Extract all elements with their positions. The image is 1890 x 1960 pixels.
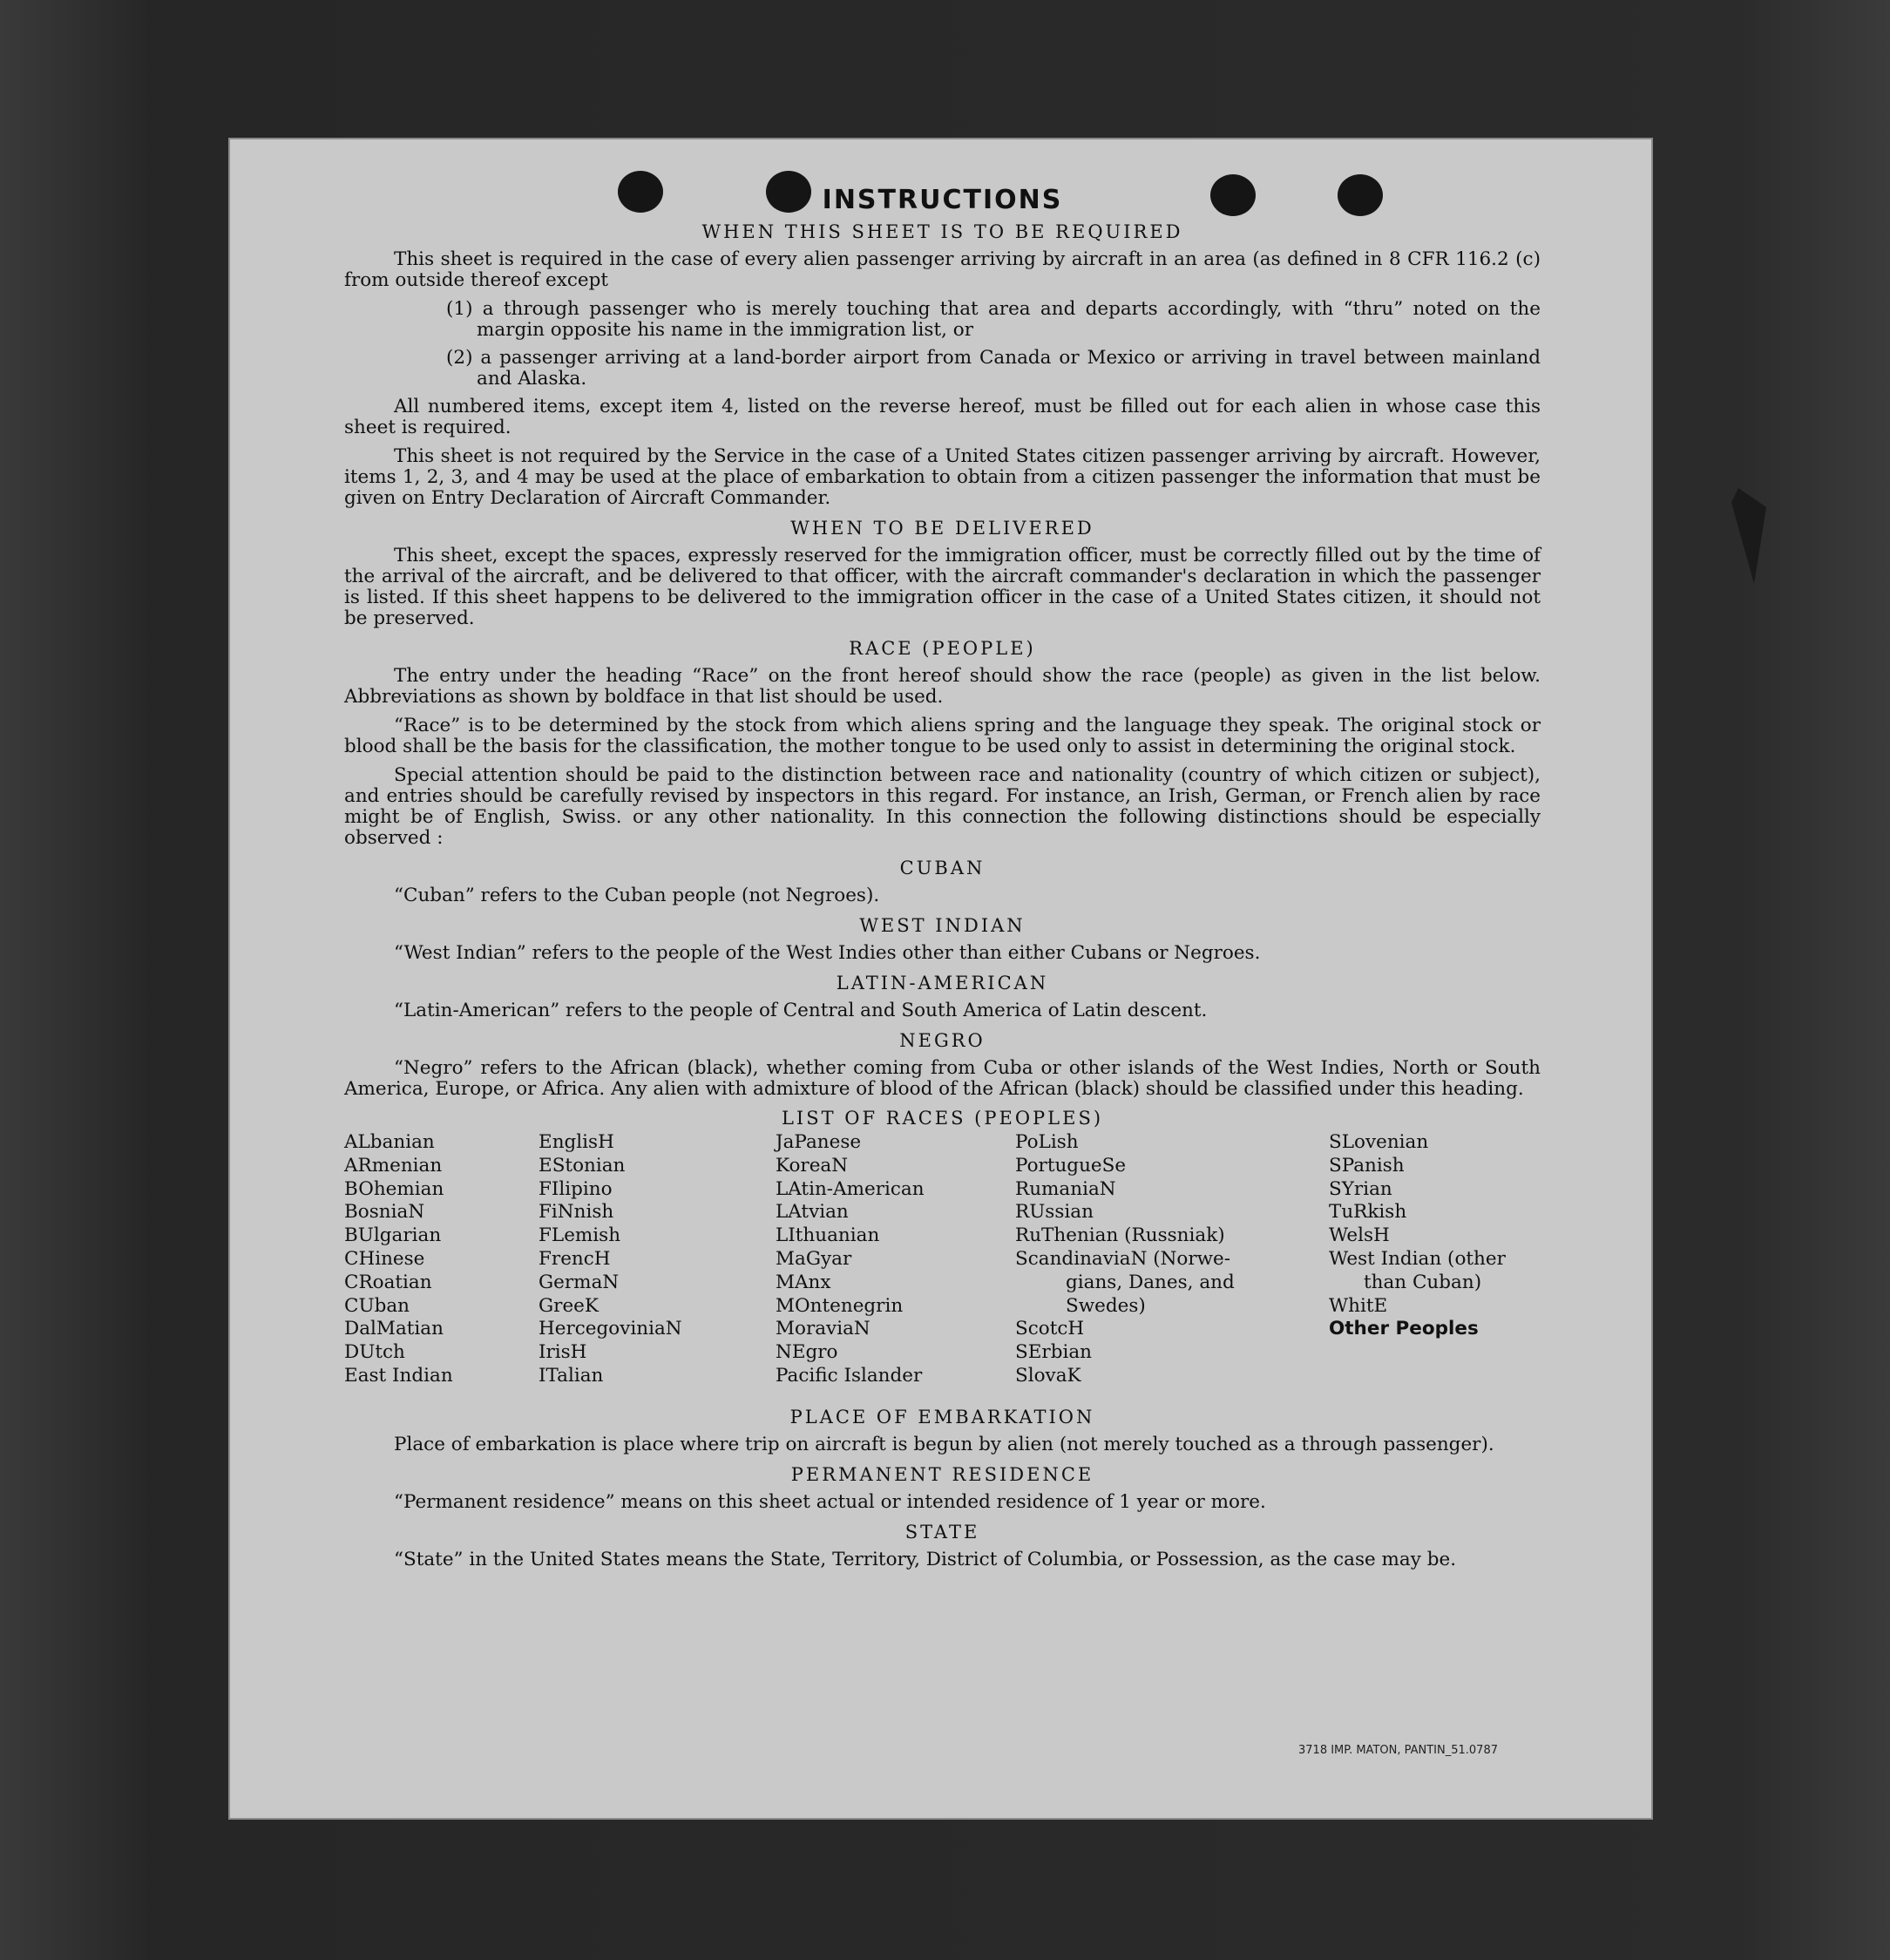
race-entry: MoraviaN [776, 1318, 870, 1340]
race-entry: FLemish [539, 1224, 621, 1247]
race-entry: EnglisH [539, 1131, 614, 1153]
race-entry: BOhemian [344, 1177, 444, 1200]
race-entry: LIthuanian [776, 1224, 880, 1247]
races-column-5 [1329, 1132, 1506, 1342]
race-entry: CHinese [344, 1247, 425, 1270]
race-entry: FrencH [539, 1247, 611, 1270]
race-entry: CRoatian [344, 1271, 432, 1293]
race-entry-continued: than Cuban) [1364, 1271, 1482, 1293]
race-entry: DalMatian [344, 1318, 444, 1340]
definition: “State” in the United States means the State, Territory, District of Columbia, or Possession, as the case may be. [394, 1549, 1457, 1570]
race-entry: RUssian [1015, 1201, 1094, 1224]
race-entry: SYrian [1329, 1177, 1392, 1200]
races-column-2 [539, 1132, 682, 1389]
race-entry: JaPanese [776, 1131, 862, 1153]
race-entry: West Indian (other [1329, 1247, 1506, 1270]
race-entry: ARmenian [344, 1154, 443, 1177]
race-entry: BUlgarian [344, 1224, 442, 1247]
race-entry: Pacific Islander [776, 1364, 923, 1387]
paragraph: This sheet is required in the case of every alien passenger arriving by aircraft in an area (as defined in 8 CFR 116.2 (c) from outside thereof except [344, 248, 1541, 291]
race-entry: EStonian [539, 1154, 626, 1177]
section-heading: CUBAN [899, 858, 986, 878]
section-heading: WEST INDIAN [859, 915, 1026, 936]
races-list-heading: LIST OF RACES (PEOPLES) [781, 1108, 1104, 1129]
race-entry: ALbanian [344, 1131, 435, 1153]
document-body [344, 185, 1541, 1578]
definition: “Negro” refers to the African (black), whether coming from Cuba or other islands of the West Indies, North or South America, Europe, or Africa. Any alien with admixture of blood of the African (black) should be classified under this heading. [344, 1057, 1541, 1100]
race-entry: GreeK [539, 1294, 599, 1317]
race-entry-continued: gians, Danes, and [1066, 1271, 1235, 1293]
race-entry: ScotcH [1015, 1318, 1085, 1340]
printer-imprint: 3718 IMP. MATON, PANTIN_51.0787 [1298, 1744, 1498, 1757]
paragraph: This sheet, except the spaces, expressly reserved for the immigration officer, must be correctly filled out by the time of the arrival of the aircraft, and be delivered to that officer, with the aircraft commander's declaration in which the passenger is listed. If this sheet happens to be delivered to the immigration officer in the case of a United States citizen, it should not be preserved. [344, 545, 1541, 629]
definition: “Latin-American” refers to the people of Central and South America of Latin descent. [394, 1000, 1208, 1021]
races-column-4 [1015, 1132, 1235, 1389]
race-entry: MOntenegrin [776, 1294, 904, 1317]
race-entry: LAtvian [776, 1201, 849, 1224]
race-entry: FiNnish [539, 1201, 614, 1224]
definition: “Permanent residence” means on this sheet actual or intended residence of 1 year or more. [394, 1491, 1266, 1513]
paragraph: “Race” is to be determined by the stock from which aliens spring and the language they speak. The original stock or blood shall be the basis for the classification, the mother tongue to be used only to assist in determining the original stock. [344, 715, 1541, 757]
section-heading: WHEN TO BE DELIVERED [790, 518, 1094, 539]
race-entry: RuThenian (Russniak) [1015, 1224, 1225, 1247]
paragraph: The entry under the heading “Race” on the front hereof should show the race (people) as given in the list below. Abbreviations as shown by boldface in that list should be used. [344, 665, 1541, 708]
definition: Place of embarkation is place where trip on aircraft is begun by alien (not merely touched as a through passenger). [394, 1434, 1494, 1455]
races-list [344, 1132, 1541, 1398]
race-entry: FIlipino [539, 1177, 613, 1200]
section-heading: RACE (PEOPLE) [849, 638, 1036, 659]
exception-item: (2) a passenger arriving at a land-border airport from Canada or Mexico or arriving in travel between mainland and Alaska. [446, 347, 1541, 390]
section-heading: NEGRO [899, 1030, 986, 1051]
race-entry-continued: Swedes) [1066, 1294, 1146, 1317]
race-entry: DUtch [344, 1341, 405, 1364]
paragraph: All numbered items, except item 4, listed on the reverse hereof, must be filled out for each alien in whose case this sheet is required. [344, 396, 1541, 438]
race-entry: SPanish [1329, 1154, 1405, 1177]
race-entry: ScandinaviaN (Norwe- [1015, 1247, 1231, 1270]
race-entry: SlovaK [1015, 1364, 1081, 1387]
race-entry: KoreaN [776, 1154, 849, 1177]
race-entry: BosniaN [344, 1201, 425, 1224]
race-entry: MaGyar [776, 1247, 852, 1270]
definition: “Cuban” refers to the Cuban people (not Negroes). [394, 885, 880, 906]
race-entry: PortugueSe [1015, 1154, 1127, 1177]
race-entry: RumaniaN [1015, 1177, 1116, 1200]
race-entry: WhitE [1329, 1294, 1388, 1317]
paragraph: This sheet is not required by the Service in the case of a United States citizen passenger arriving by aircraft. However, items 1, 2, 3, and 4 may be used at the place of embarkation to obtain from a citizen passenger the information that must be given on Entry Declaration of Aircraft Commander. [344, 445, 1541, 509]
race-entry: PoLish [1015, 1131, 1079, 1153]
race-entry: East Indian [344, 1364, 453, 1387]
page-title: INSTRUCTIONS [822, 185, 1063, 215]
section-heading: WHEN THIS SHEET IS TO BE REQUIRED [701, 221, 1183, 242]
paragraph: Special attention should be paid to the distinction between race and nationality (country of which citizen or subject), and entries should be carefully revised by inspectors in this regard. For instance, an Irish, German, or French alien by race might be of English, Swiss. or any other nationality. In this connection the following distinctions should be especially observed : [344, 764, 1541, 849]
race-entry: NEgro [776, 1341, 838, 1364]
race-entry: CUban [344, 1294, 410, 1317]
section-heading: LATIN-AMERICAN [836, 973, 1049, 994]
section-heading: STATE [904, 1522, 980, 1543]
race-entry: IrisH [539, 1341, 587, 1364]
race-entry: MAnx [776, 1271, 831, 1293]
race-entry: ITalian [539, 1364, 604, 1387]
section-heading: PLACE OF EMBARKATION [789, 1407, 1095, 1428]
race-entry: WelsH [1329, 1224, 1390, 1247]
section-heading: PERMANENT RESIDENCE [790, 1464, 1094, 1485]
race-entry: SErbian [1015, 1341, 1093, 1364]
race-entry: GermaN [539, 1271, 620, 1293]
instruction-sheet [228, 138, 1653, 1820]
race-entry: Other Peoples [1329, 1318, 1479, 1340]
exception-item: (1) a through passenger who is merely touching that area and departs accordingly, with “thru” noted on the margin opposite his name in the immigration list, or [446, 298, 1541, 341]
definition: “West Indian” refers to the people of the West Indies other than either Cubans or Negroes. [394, 942, 1261, 964]
race-entry: HercegoviniaN [539, 1318, 682, 1340]
race-entry: TuRkish [1329, 1201, 1407, 1224]
race-entry: LAtin-American [776, 1177, 925, 1200]
race-entry: SLovenian [1329, 1131, 1429, 1153]
races-column-1 [344, 1132, 453, 1389]
races-column-3 [776, 1132, 925, 1389]
